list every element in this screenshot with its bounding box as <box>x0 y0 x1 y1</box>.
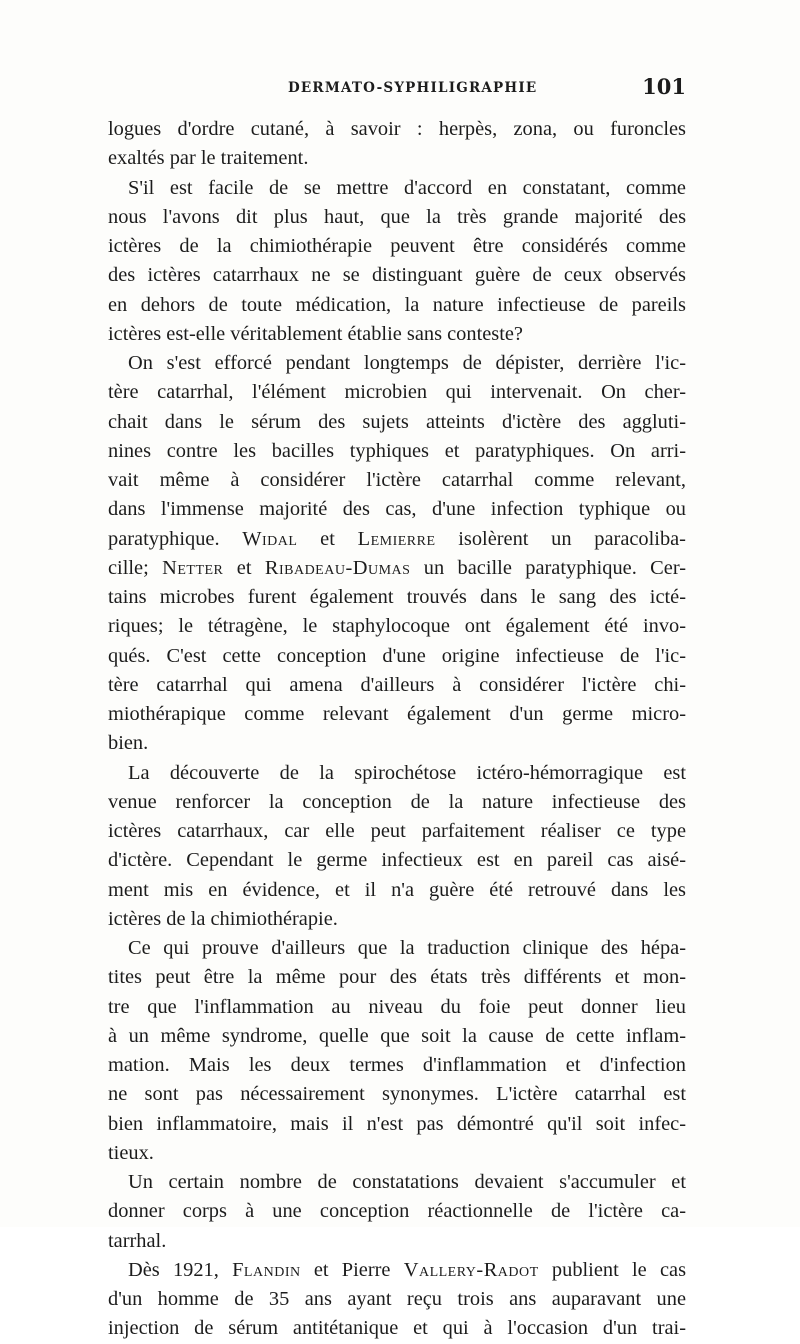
author-name: Widal <box>242 527 298 550</box>
text-line: qués. C'est cette conception d'une origine infectieuse de l'ic- <box>108 644 686 667</box>
text-line: logues d'ordre cutané, à savoir : herpès, zona, ou furoncles <box>108 118 686 140</box>
text-segment: paratyphique. <box>108 527 243 550</box>
author-name: Vallery-Radot <box>403 1258 539 1281</box>
text-line: exaltés par le traitement. <box>108 147 309 170</box>
text-line: ne sont pas nécessairement synonymes. L'ictère catarrhal est <box>108 1083 686 1106</box>
text-line: tarrhal. <box>108 1229 167 1252</box>
text-line: injection de sérum antitétanique et qui à l'occasion d'un trai- <box>108 1317 686 1340</box>
text-line: venue renforcer la conception de la nature infectieuse des <box>108 790 686 813</box>
text-line <box>108 1256 686 1285</box>
text-line: ictères de la chimiothérapie. <box>108 907 338 930</box>
text-line: S'il est facile de se mettre d'accord en constatant, comme <box>128 176 686 199</box>
text-line: On s'est efforcé pendant longtemps de dépister, derrière l'ic- <box>128 352 686 374</box>
paragraph <box>108 115 686 174</box>
text-line: ictères de la chimiothérapie peuvent être considérés comme <box>108 235 686 257</box>
paragraph <box>108 174 686 350</box>
paragraph <box>108 759 686 935</box>
text-line: tre que l'inflammation au niveau du foie peut donner lieu <box>108 995 686 1018</box>
text-line: vait même à considérer l'ictère catarrhal comme relevant, <box>108 469 686 491</box>
text-line <box>108 525 686 554</box>
text-line: d'un homme de 35 ans ayant reçu trois ans auparavant une <box>108 1288 686 1310</box>
text-line: nines contre les bacilles typhiques et paratyphiques. On arri- <box>108 439 686 462</box>
text-line: d'ictère. Cependant le germe infectieux est en pareil cas aisé- <box>108 849 686 872</box>
text-segment: Dès 1921, <box>128 1258 233 1281</box>
text-line: tieux. <box>108 1141 154 1164</box>
text-segment: isolèrent un paracoliba- <box>435 527 686 550</box>
text-segment: un bacille paratyphique. Cer- <box>410 556 686 579</box>
body-text <box>108 115 686 1344</box>
text-segment: et <box>223 556 265 579</box>
text-line: tère catarrhal qui amena d'ailleurs à considérer l'ictère chi- <box>108 673 686 696</box>
text-line: des ictères catarrhaux ne se distinguant guère de ceux observés <box>108 264 686 287</box>
text-line: donner corps à une conception réactionnelle de l'ictère ca- <box>108 1200 686 1223</box>
text-segment: publient le cas <box>538 1258 686 1281</box>
text-line: miothérapique comme relevant également d'un germe micro- <box>108 703 686 725</box>
paragraph <box>108 934 686 1168</box>
text-line: Un certain nombre de constatations devaient s'accumuler et <box>128 1171 686 1193</box>
text-line: nous l'avons dit plus haut, que la très grande majorité des <box>108 205 686 228</box>
paragraph <box>108 1256 686 1344</box>
text-line: à un même syndrome, quelle que soit la cause de cette inflam- <box>108 1024 686 1047</box>
author-name: Lemierre <box>357 527 436 550</box>
text-segment: et <box>297 527 358 550</box>
text-line: dans l'immense majorité des cas, d'une infection typhique ou <box>108 498 686 521</box>
page-number: 101 <box>642 74 686 99</box>
page-header <box>108 74 688 104</box>
paragraph <box>108 1168 686 1256</box>
text-line: mation. Mais les deux termes d'inflammation et d'infection <box>108 1054 686 1076</box>
text-line: ictères est-elle véritablement établie sans conteste? <box>108 322 523 345</box>
text-line: tains microbes furent également trouvés dans le sang des icté- <box>108 586 686 608</box>
text-line: en dehors de toute médication, la nature infectieuse de pareils <box>108 293 686 316</box>
author-name: Ribadeau-Dumas <box>264 556 411 579</box>
text-line: Ce qui prouve d'ailleurs que la traduction clinique des hépa- <box>128 937 686 959</box>
text-line: bien inflammatoire, mais il n'est pas démontré qu'il soit infec- <box>108 1112 686 1135</box>
text-segment: cille; <box>108 556 163 579</box>
text-line <box>108 554 686 583</box>
text-line: ment mis en évidence, et il n'a guère été retrouvé dans les <box>108 878 686 901</box>
text-line: La découverte de la spirochétose ictéro-hémorragique est <box>128 761 686 784</box>
paragraph <box>108 349 686 759</box>
text-line: tites peut être la même pour des états très différents et mon- <box>108 966 686 989</box>
running-head: DERMATO-SYPHILIGRAPHIE <box>288 80 538 96</box>
text-line: ictères catarrhaux, car elle peut parfaitement réaliser ce type <box>108 820 686 842</box>
text-line: chait dans le sérum des sujets atteints d'ictère des aggluti- <box>108 410 686 433</box>
text-line: riques; le tétragène, le staphylocoque ont également été invo- <box>108 615 686 638</box>
author-name: Netter <box>162 556 224 579</box>
text-segment: et Pierre <box>300 1258 404 1281</box>
text-line: bien. <box>108 732 149 755</box>
text-line: tère catarrhal, l'élément microbien qui intervenait. On cher- <box>108 381 686 404</box>
author-name: Flandin <box>232 1258 301 1281</box>
